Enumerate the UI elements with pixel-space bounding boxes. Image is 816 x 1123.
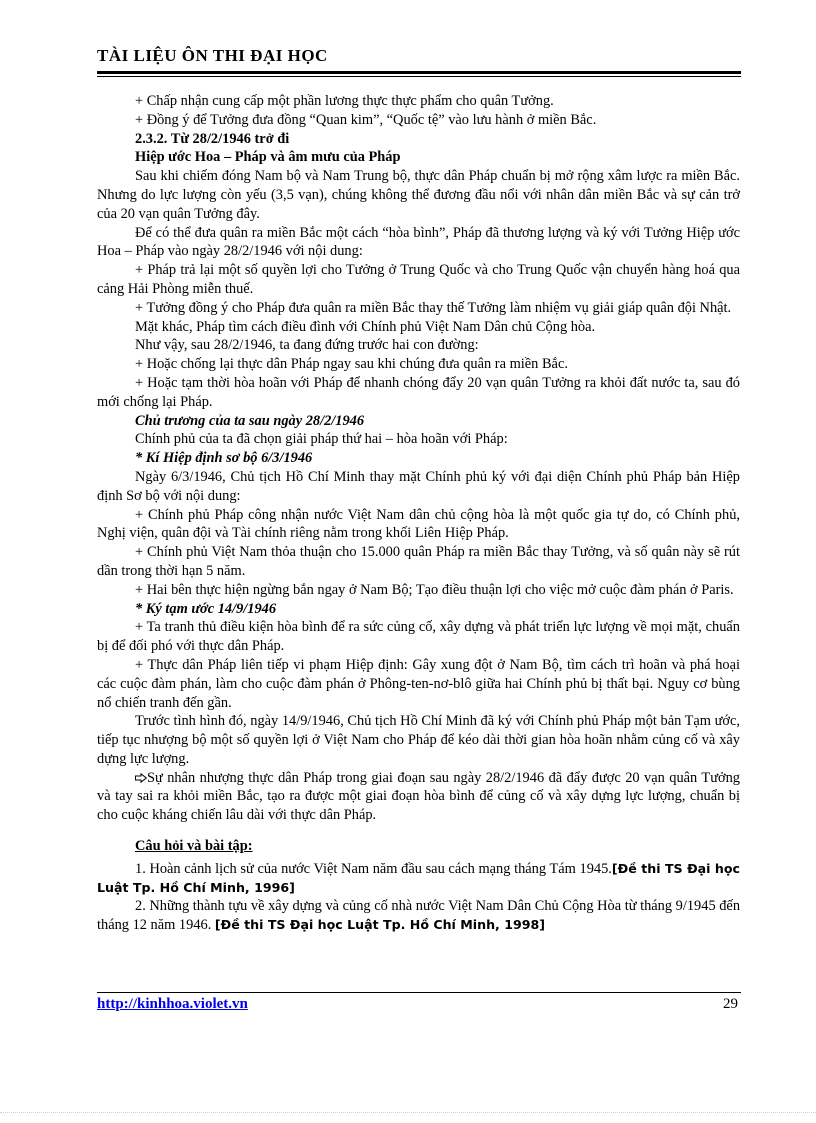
conclusion-text: Sự nhân nhượng thực dân Pháp trong giai đoạn sau ngày 28/2/1946 đã đẩy được 20 vạn quân Tưởng và tay sai ra khỏi miền Bắc, tạo ra được một giai đoạn hòa bình để củng cố và xây dựng lực lượng, chuẩn bị cho cuộc kháng chiến lâu dài với thực dân Pháp. xyxy=(97,769,740,824)
questions-title: Câu hỏi và bài tập: xyxy=(135,838,253,855)
paragraph-conclusion xyxy=(97,769,740,825)
question-item xyxy=(97,860,740,898)
page-edge xyxy=(0,1112,816,1113)
page-number: 29 xyxy=(723,996,738,1012)
question-citation: [Đề thi TS Đại học Luật Tp. Hồ Chí Minh, 1996] xyxy=(97,860,740,895)
subsection-heading: Chủ trương của ta sau ngày 28/2/1946 xyxy=(135,412,365,429)
paragraph: + Tưởng đồng ý cho Pháp đưa quân ra miền Bắc thay thế Tưởng làm nhiệm vụ giải giáp quân đội Nhật. xyxy=(135,299,732,316)
paragraph: + Đồng ý để Tưởng đưa đồng “Quan kim”, “Quốc tệ” vào lưu hành ở miền Bắc. xyxy=(135,111,597,128)
paragraph: + Hoặc chống lại thực dân Pháp ngay sau khi chúng đưa quân ra miền Bắc. xyxy=(135,356,568,373)
question-citation: [Đề thi TS Đại học Luật Tp. Hồ Chí Minh, 1998] xyxy=(214,917,546,933)
question-text: 2. Những thành tựu về xây dựng và củng cố nhà nước Việt Nam Dân Chủ Cộng Hòa từ tháng 9/1945 đến tháng 12 năm 1946. xyxy=(97,898,741,934)
paragraph: + Hoặc tạm thời hòa hoãn với Pháp để nhanh chóng đẩy 20 vạn quân Tưởng ra khỏi đất nước ta, sau đó mới chống lại Pháp. xyxy=(97,374,740,410)
page-content xyxy=(97,92,740,935)
paragraph: Để có thể đưa quân ra miền Bắc một cách “hòa bình”, Pháp đã thương lượng và ký với Tưởng Hiệp ước Hoa – Pháp vào ngày 28/2/1946 với nội dung: xyxy=(97,224,740,260)
header-rule-thin xyxy=(97,76,741,77)
paragraph: Chính phủ của ta đã chọn giải pháp thứ hai – hòa hoãn với Pháp: xyxy=(135,431,508,448)
paragraph: + Chính phủ Pháp công nhận nước Việt Nam dân chủ cộng hòa là một quốc gia tự do, có Chính phủ, Nghị viện, quân đội và Tài chính riêng nằm trong khối Liên Hiệp Pháp. xyxy=(97,506,740,542)
section-heading: 2.3.2. Từ 28/2/1946 trở đi xyxy=(135,130,290,147)
paragraph: Ngày 6/3/1946, Chủ tịch Hồ Chí Minh thay mặt Chính phủ ký với đại diện Chính phủ Pháp bản Hiệp định Sơ bộ với nội dung: xyxy=(97,468,740,504)
hollow-right-arrow-icon xyxy=(135,773,147,783)
item-heading: * Kí Hiệp định sơ bộ 6/3/1946 xyxy=(135,450,313,467)
header-rule-thick xyxy=(97,71,741,74)
paragraph: Mặt khác, Pháp tìm cách điều đình với Chính phủ Việt Nam Dân chủ Cộng hòa. xyxy=(135,318,596,335)
header-title: TÀI LIỆU ÔN THI ĐẠI HỌC xyxy=(97,46,328,65)
paragraph: + Chấp nhận cung cấp một phần lương thực thực phẩm cho quân Tưởng. xyxy=(135,93,554,109)
paragraph: + Hai bên thực hiện ngừng bắn ngay ở Nam Bộ; Tạo điều thuận lợi cho việc mở cuộc đàm phán ở Paris. xyxy=(135,581,734,598)
paragraph: + Ta tranh thủ điều kiện hòa bình để ra sức củng cố, xây dựng và phát triển lực lượng về mọi mặt, chuẩn bị để đối phó với thực dân Pháp. xyxy=(97,619,740,655)
question-text: 1. Hoàn cảnh lịch sử của nước Việt Nam năm đầu sau cách mạng tháng Tám 1945. xyxy=(135,860,612,877)
item-heading: * Ký tạm ước 14/9/1946 xyxy=(135,600,277,617)
paragraph: Như vậy, sau 28/2/1946, ta đang đứng trước hai con đường: xyxy=(135,337,479,354)
footer-rule xyxy=(97,992,741,993)
paragraph: + Thực dân Pháp liên tiếp vi phạm Hiệp định: Gây xung đột ở Nam Bộ, tìm cách trì hoãn và phá hoại các cuộc đàm phán, làm cho cuộc đàm phán ở Phông-ten-nơ-blô giữa hai Chính phủ bị thất bại. Nguy cơ bùng nổ chiến tranh đến gần. xyxy=(97,656,740,711)
paragraph: Sau khi chiếm đóng Nam bộ và Nam Trung bộ, thực dân Pháp chuẩn bị mở rộng xâm lược ra miền Bắc. Nhưng do lực lượng còn yếu (3,5 vạn), chúng không thể đương đầu nổi với nhân dân miền Bắc và sự cản trở của 20 vạn quân Tưởng đây. xyxy=(97,168,740,222)
subsection-heading: Hiệp ước Hoa – Pháp và âm mưu của Pháp xyxy=(135,149,401,166)
paragraph: Trước tình hình đó, ngày 14/9/1946, Chủ tịch Hồ Chí Minh đã ký với Chính phủ Pháp một bản Tạm ước, tiếp tục nhượng bộ một số quyền lợi ở Việt Nam cho Pháp để kéo dài thời gian hòa hoãn nhằm củng cố và xây dựng lực lượng. xyxy=(97,713,740,767)
paragraph: + Pháp trả lại một số quyền lợi cho Tưởng ở Trung Quốc và cho Trung Quốc vận chuyển hàng hoá qua cảng Hải Phòng miễn thuế. xyxy=(97,262,740,297)
paragraph: + Chính phủ Việt Nam thỏa thuận cho 15.000 quân Pháp ra miền Bắc thay Tưởng, và số quân này sẽ rút dần trong thời hạn 5 năm. xyxy=(97,544,740,579)
page-header xyxy=(97,46,741,66)
footer-link[interactable]: http://kinhhoa.violet.vn xyxy=(97,996,248,1012)
question-item xyxy=(97,897,740,935)
